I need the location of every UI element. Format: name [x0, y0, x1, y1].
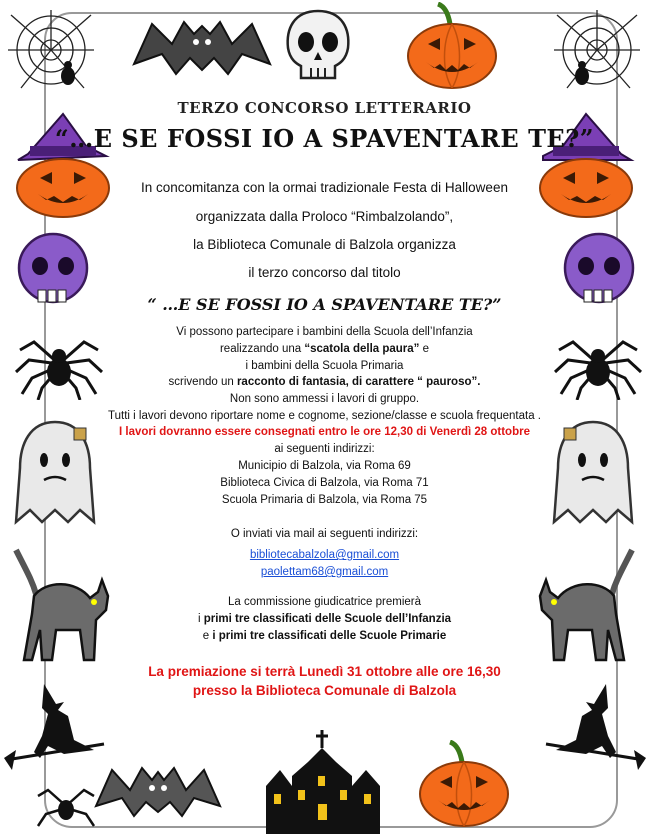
pumpkin-icon [416, 740, 512, 828]
intro-line: organizzata dalla Proloco “Rimbalzolando”, [195, 209, 454, 224]
email-row [0, 562, 649, 580]
body-line: Vi possono partecipare i bambini della Scuola dell’Infanzia [176, 326, 473, 338]
award-line: presso la Biblioteca Comunale di Balzola [192, 683, 457, 698]
prize-line: i primi tre classificati delle Scuole dell’Infanzia [197, 613, 452, 625]
haunted-house-icon [262, 726, 388, 834]
spider-icon [36, 780, 96, 830]
contest-heading: TERZO CONCORSO LETTERARIO [177, 99, 472, 117]
mail-intro: O inviati via mail ai seguenti indirizzi: [230, 528, 419, 540]
intro-line: In concomitanza con la ormai tradizionale Festa di Halloween [141, 180, 508, 195]
deadline-notice: I lavori dovranno essere consegnati entro le ore 12,30 di Venerdì 28 ottobre [119, 426, 530, 438]
body-line: i bambini della Scuola Primaria [245, 360, 404, 372]
address-line: Municipio di Balzola, via Roma 69 [238, 460, 411, 472]
body-line: scrivendo un racconto di fantasia, di carattere “ pauroso”. [168, 376, 481, 388]
body-line: realizzando una “scatola della paura” e [219, 343, 430, 355]
contest-title: “…E SE FOSSI IO A SPAVENTARE TE?” [54, 124, 595, 153]
skull-icon [283, 8, 353, 82]
award-line: La premiazione si terrà Lunedì 31 ottobre alle ore 16,30 [148, 664, 501, 679]
address-line: Biblioteca Civica di Balzola, via Roma 71 [220, 477, 429, 489]
address-line: Scuola Primaria di Balzola, via Roma 75 [221, 494, 428, 506]
bat-icon [94, 762, 222, 818]
spiderweb-icon [552, 10, 642, 90]
emphasis-text: “scatola della paura” [304, 343, 420, 355]
jury-line: La commissione giudicatrice premierà [227, 596, 422, 608]
intro-line: la Biblioteca Comunale di Balzola organizza [193, 237, 456, 252]
email-link[interactable]: paolettam68@gmail.com [260, 566, 389, 578]
bat-icon [132, 14, 272, 78]
emphasis-text: racconto di fantasia, di carattere “ pauroso”. [236, 376, 481, 388]
spiderweb-icon [6, 10, 96, 90]
body-line: Non sono ammessi i lavori di gruppo. [229, 393, 420, 405]
prize-line: e i primi tre classificati delle Scuole Primarie [202, 630, 447, 642]
body-line: ai seguenti indirizzi: [274, 443, 375, 455]
intro-line: il terzo concorso dal titolo [248, 265, 401, 280]
emphasis-text: i primi tre classificati delle Scuole Primarie [212, 630, 447, 642]
emphasis-text: primi tre classificati delle Scuole dell’Infanzia [203, 613, 452, 625]
pumpkin-icon [404, 2, 500, 90]
contest-subtitle: “ …E SE FOSSI IO A SPAVENTARE TE?” [147, 295, 502, 314]
email-row [0, 545, 649, 563]
body-line: Tutti i lavori devono riportare nome e cognome, sezione/classe e scuola frequentata . [108, 410, 541, 422]
email-link[interactable]: bibliotecabalzola@gmail.com [249, 549, 400, 561]
